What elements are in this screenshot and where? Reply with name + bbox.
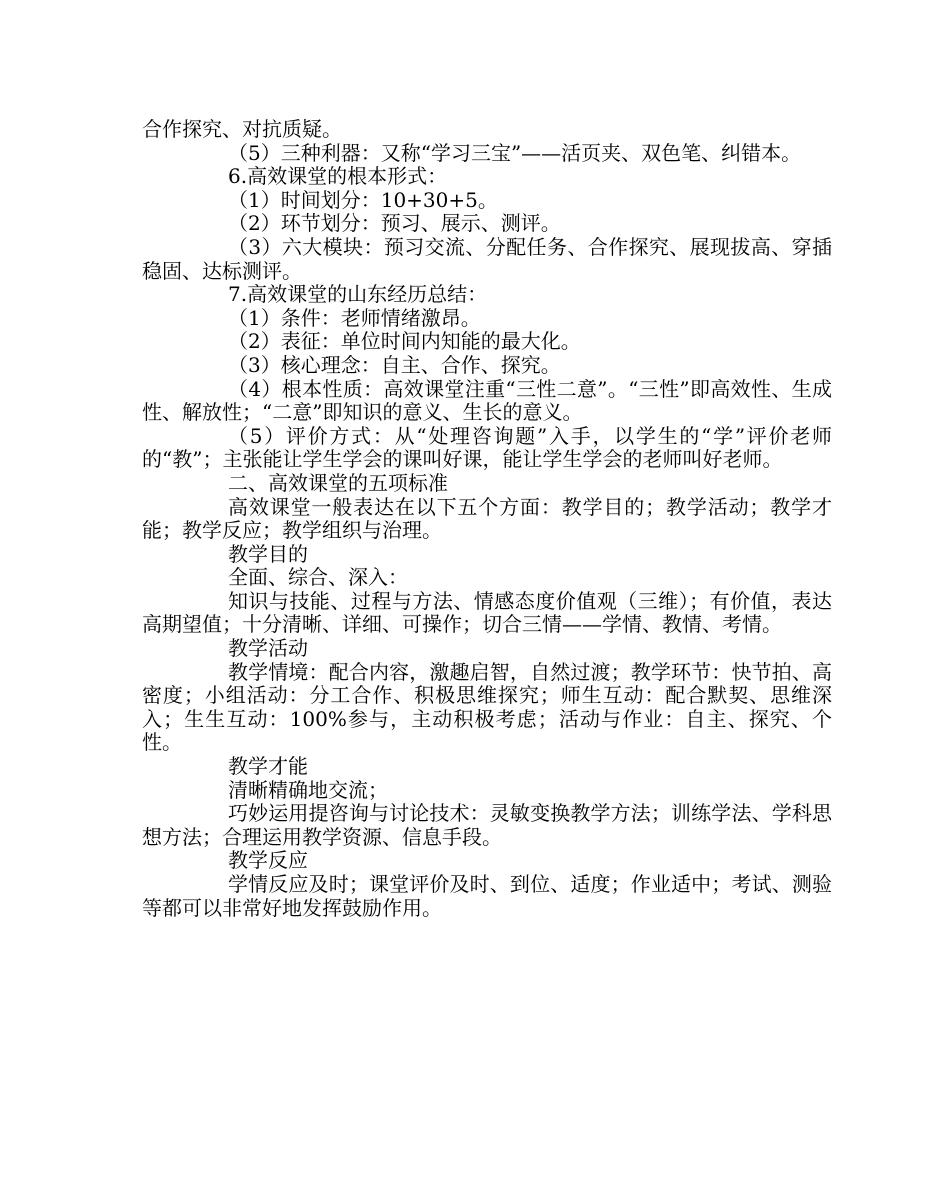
paragraph: （1）条件：老师情绪激昂。 <box>228 305 481 330</box>
paragraph: 清晰精确地交流； <box>228 777 388 802</box>
paragraph: 教学才能 <box>228 754 308 779</box>
paragraph: （4）根本性质：高效课堂注重“三性二意”。“三性”即高效性、生成性、解放性；“二意”即知识的意义、生长的意义。 <box>142 376 832 425</box>
paragraph: （5）评价方式：从“处理咨询题”入手，以学生的“学”评价老师的“教”；主张能让学生学会的课叫好课，能让学生学会的老师叫好老师。 <box>142 423 832 472</box>
paragraph: 高效课堂一般表达在以下五个方面：教学目的；教学活动；教学才能；教学反应；教学组织与治理。 <box>142 494 832 543</box>
paragraph: 知识与技能、过程与方法、情感态度价值观（三维）；有价值，表达高期望值；十分清晰、详细、可操作；切合三情——学情、教情、考情。 <box>142 588 832 637</box>
paragraph: 教学情境：配合内容，激趣启智，自然过渡；教学环节：快节拍、高密度；小组活动：分工合作、积极思维探究；师生互动：配合默契、思维深入；生生互动：100%参与，主动积极考虑；活动与作业：自主、探究、个性。 <box>142 659 832 755</box>
paragraph: 全面、综合、深入： <box>228 565 408 590</box>
paragraph: 7.高效课堂的山东经历总结： <box>228 282 488 307</box>
paragraph: 二、高效课堂的五项标准 <box>228 470 448 495</box>
paragraph: （5）三种利器：又称“学习三宝”——活页夹、双色笔、纠错本。 <box>228 140 802 165</box>
paragraph: （3）核心理念：自主、合作、探究。 <box>228 352 561 377</box>
paragraph: 6.高效课堂的根本形式： <box>228 164 448 189</box>
paragraph: （2）环节划分：预习、展示、测评。 <box>228 211 561 236</box>
paragraph: 教学反应 <box>228 848 308 873</box>
document-body <box>142 118 832 920</box>
paragraph: 教学活动 <box>228 636 308 661</box>
paragraph: 巧妙运用提咨询与讨论技术：灵敏变换教学方法；训练学法、学科思想方法；合理运用教学资源、信息手段。 <box>142 801 832 849</box>
paragraph: 教学目的 <box>228 541 308 566</box>
paragraph: （3）六大模块：预习交流、分配任务、合作探究、展现拔高、穿插稳固、达标测评。 <box>142 234 832 283</box>
paragraph: 合作探究、对抗质疑。 <box>142 117 342 141</box>
paragraph: （1）时间划分：10+30+5。 <box>228 187 498 212</box>
paragraph: （2）表征：单位时间内知能的最大化。 <box>228 329 581 354</box>
paragraph: 学情反应及时；课堂评价及时、到位、适度；作业适中；考试、测验等都可以非常好地发挥鼓励作用。 <box>142 872 832 920</box>
